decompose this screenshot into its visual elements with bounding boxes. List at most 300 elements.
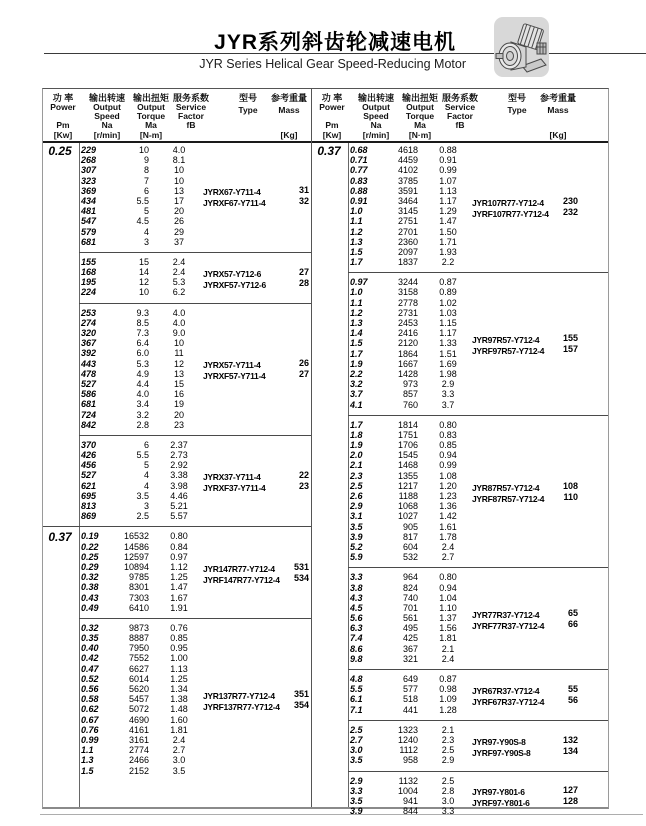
factor-cell: 2.3 (441, 734, 455, 745)
header-label: 型号 (507, 93, 526, 103)
title-divider (44, 53, 646, 54)
speed-cell: 443 (81, 358, 97, 369)
table-row (43, 653, 311, 663)
table-row (43, 216, 311, 226)
table-row (312, 572, 608, 582)
torque-cell: 2731 (397, 307, 418, 318)
torque-cell: 6014 (128, 673, 149, 684)
table-header (43, 89, 311, 141)
torque-cell: 425 (402, 633, 418, 644)
col-header-factor (167, 89, 215, 141)
factor-cell: 1.02 (439, 297, 457, 308)
factor-cell: 2.5 (441, 745, 455, 756)
factor-cell: 0.99 (439, 460, 457, 471)
factor-cell: 3.3 (441, 389, 455, 400)
speed-cell: 1.9 (350, 358, 363, 369)
speed-cell: 1.3 (350, 236, 363, 247)
speed-cell: 268 (81, 155, 97, 166)
table-row (312, 216, 608, 226)
factor-cell: 2.8 (441, 785, 455, 796)
type-row (203, 573, 309, 584)
mass-value: 534 (293, 572, 309, 583)
factor-cell: 3.0 (441, 795, 455, 806)
table-row (312, 145, 608, 155)
torque-cell: 6 (143, 439, 149, 450)
type-value: JYRF97-Y90S-8 (472, 747, 531, 758)
factor-cell: 1.91 (170, 602, 188, 613)
speed-cell: 434 (81, 195, 97, 206)
mass-value: 157 (562, 343, 578, 354)
header-label: [N-m] (139, 130, 163, 140)
table-row (312, 389, 608, 399)
table-row (43, 460, 311, 470)
speed-cell: 2.9 (350, 501, 363, 512)
torque-cell: 3145 (397, 206, 418, 217)
torque-cell: 14 (138, 267, 149, 278)
factor-cell: 4.0 (172, 145, 186, 155)
type-block (203, 358, 309, 380)
type-row (472, 785, 578, 796)
type-value: JYRX57-Y711-4 (203, 360, 261, 371)
table-row (312, 633, 608, 643)
page-title: JYR系列斜齿轮减速电机 (214, 31, 456, 54)
factor-cell: 2.9 (441, 379, 455, 390)
speed-cell: 5.6 (350, 613, 363, 624)
header-label: 型号 (238, 93, 257, 103)
type-row (472, 333, 578, 344)
torque-cell: 8301 (128, 582, 149, 593)
type-value: JYR97-Y90S-8 (472, 736, 526, 747)
factor-cell: 1.13 (170, 663, 188, 674)
factor-cell: 1.10 (439, 602, 457, 613)
speed-cell: 0.88 (350, 185, 368, 196)
speed-cell: 7.4 (350, 633, 363, 644)
speed-cell: 3.8 (350, 582, 363, 593)
torque-cell: 1323 (397, 724, 418, 735)
factor-cell: 1.48 (170, 704, 188, 715)
speed-cell: 3.5 (350, 795, 363, 806)
table-row (312, 511, 608, 521)
torque-cell: 4.4 (136, 378, 149, 389)
factor-cell: 1.08 (439, 470, 457, 481)
torque-cell: 5.3 (136, 358, 149, 369)
factor-cell: 1.69 (439, 358, 457, 369)
torque-cell: 8887 (128, 633, 149, 644)
speed-cell: 4.5 (350, 602, 363, 613)
speed-cell: 0.25 (81, 551, 99, 562)
group-separator (43, 526, 311, 527)
group-separator (348, 272, 608, 273)
factor-cell: 0.76 (170, 622, 188, 633)
type-row (472, 196, 578, 207)
factor-cell: 13 (173, 185, 184, 196)
torque-cell: 532 (402, 552, 418, 563)
group-separator (79, 252, 311, 253)
torque-cell: 5620 (128, 684, 149, 694)
speed-cell: 695 (81, 490, 97, 501)
factor-cell: 1.12 (170, 561, 188, 572)
torque-cell: 9785 (128, 572, 149, 583)
header-label: [r/min] (93, 130, 121, 140)
table-row (43, 227, 311, 237)
torque-cell: 1112 (399, 745, 418, 756)
torque-cell: 2.5 (136, 511, 149, 522)
mass-value: 27 (298, 369, 309, 380)
factor-cell: 1.51 (439, 348, 457, 359)
speed-cell: 2.3 (350, 470, 363, 481)
speed-cell: 1.2 (350, 226, 363, 237)
torque-cell: 15 (138, 256, 149, 267)
table-row (312, 420, 608, 430)
factor-cell: 6.2 (172, 287, 186, 298)
factor-cell: 0.99 (439, 165, 457, 176)
type-block (203, 185, 309, 207)
speed-cell: 7.1 (350, 704, 363, 715)
mass-value: 127 (562, 785, 578, 796)
factor-cell: 1.38 (170, 694, 188, 705)
header-label: 功 率 (321, 93, 343, 103)
table-row (312, 155, 608, 165)
speed-cell: 3.9 (350, 806, 363, 817)
speed-cell: 0.32 (81, 622, 99, 633)
torque-cell: 6.4 (136, 338, 149, 349)
rating-group (43, 255, 311, 301)
table-row (312, 644, 608, 654)
mass-value: 108 (562, 480, 578, 491)
type-value: JYRF87R57-Y712-4 (472, 493, 545, 504)
torque-cell: 10894 (123, 561, 149, 572)
header-label: Pm (325, 120, 339, 130)
torque-cell: 1355 (397, 470, 418, 481)
speed-cell: 1.1 (81, 745, 94, 756)
rating-group (43, 438, 311, 525)
speed-cell: 367 (81, 338, 97, 349)
table-row (43, 379, 311, 389)
torque-cell: 4.0 (136, 389, 149, 400)
factor-cell: 8.1 (172, 155, 186, 166)
type-value: JYRF97-Y801-6 (472, 798, 530, 809)
factor-cell: 17 (173, 195, 184, 206)
table-row (312, 227, 608, 237)
speed-cell: 1.1 (350, 297, 363, 308)
factor-cell: 26 (173, 216, 184, 227)
header-label: Torque (136, 111, 166, 121)
table-row (43, 511, 311, 521)
factor-cell: 1.47 (439, 216, 457, 227)
factor-cell: 5.3 (172, 277, 186, 288)
factor-cell: 4.46 (170, 490, 188, 501)
header-label: Factor (178, 111, 204, 121)
type-row (472, 746, 578, 757)
table-row (312, 450, 608, 460)
table-row (312, 359, 608, 369)
speed-cell: 6.1 (350, 694, 363, 705)
rating-group (43, 306, 311, 433)
header-label: [r/min] (362, 130, 390, 140)
type-value: JYRXF67-Y711-4 (203, 198, 266, 209)
factor-cell: 0.91 (439, 155, 457, 166)
factor-cell: 2.5 (441, 775, 455, 786)
table-row (312, 277, 608, 287)
table-row (43, 531, 311, 541)
torque-cell: 4 (143, 470, 149, 481)
factor-cell: 1.34 (170, 684, 188, 694)
type-row (472, 695, 578, 706)
torque-cell: 8 (143, 165, 149, 176)
torque-cell: 701 (402, 602, 418, 613)
speed-cell: 1.3 (350, 318, 363, 328)
header-label: 服务系数 (172, 93, 209, 103)
header-label: 参考重量 (270, 93, 307, 103)
table-row (312, 186, 608, 196)
type-block (472, 333, 578, 355)
table-row (43, 440, 311, 450)
speed-cell: 5.5 (350, 684, 363, 695)
speed-cell: 586 (81, 389, 97, 400)
speed-cell: 307 (81, 165, 97, 176)
mass-value: 132 (562, 734, 578, 745)
factor-cell: 10 (173, 175, 184, 186)
factor-cell: 1.81 (439, 633, 457, 644)
mass-value: 31 (298, 185, 309, 196)
factor-cell: 1.36 (439, 501, 457, 512)
rating-group (312, 143, 608, 270)
header-label: 输出扭矩 (132, 93, 169, 103)
table-row (312, 674, 608, 684)
factor-cell: 1.61 (439, 521, 457, 532)
factor-cell: 5.57 (170, 511, 188, 522)
torque-cell: 4 (143, 226, 149, 237)
torque-cell: 2360 (397, 236, 418, 247)
factor-cell: 0.85 (170, 633, 188, 644)
torque-cell: 5072 (128, 704, 149, 715)
speed-cell: 229 (81, 145, 97, 155)
table-row (43, 145, 311, 155)
rating-group (43, 621, 311, 779)
factor-cell: 2.9 (441, 755, 455, 766)
factor-cell: 2.1 (441, 643, 455, 654)
speed-cell: 0.32 (81, 572, 99, 583)
header-label: Factor (447, 111, 473, 121)
type-block (472, 735, 578, 757)
factor-cell: 2.7 (172, 745, 186, 756)
factor-cell: 0.85 (439, 440, 457, 451)
torque-cell: 649 (402, 674, 418, 684)
type-block (472, 684, 578, 706)
factor-cell: 0.94 (439, 582, 457, 593)
factor-cell: 0.94 (439, 450, 457, 461)
table-row (312, 257, 608, 267)
type-value: JYR77R37-Y712-4 (472, 609, 540, 620)
type-value: JYR137R77-Y712-4 (203, 690, 275, 701)
torque-cell: 3591 (397, 185, 418, 196)
header-label: Output (406, 102, 434, 112)
mass-value: 23 (298, 481, 309, 492)
speed-cell: 0.38 (81, 582, 99, 593)
factor-cell: 2.4 (441, 541, 455, 552)
speed-cell: 253 (81, 307, 97, 318)
factor-cell: 0.80 (439, 572, 457, 583)
factor-cell: 12 (173, 358, 184, 369)
torque-cell: 5457 (128, 694, 149, 705)
type-value: JYR97-Y801-6 (472, 787, 525, 798)
group-separator (348, 567, 608, 568)
factor-cell: 0.97 (170, 551, 188, 562)
torque-cell: 973 (402, 379, 418, 390)
speed-cell: 8.6 (350, 643, 363, 654)
type-block (203, 689, 309, 711)
table-row (312, 542, 608, 552)
type-block (472, 196, 578, 218)
torque-cell: 1468 (397, 460, 418, 471)
table-row (43, 766, 311, 776)
torque-cell: 577 (402, 684, 418, 695)
speed-cell: 392 (81, 348, 97, 359)
torque-cell: 857 (402, 389, 418, 400)
torque-cell: 844 (402, 806, 418, 817)
factor-cell: 3.0 (172, 755, 186, 766)
torque-cell: 3 (143, 501, 149, 511)
speed-cell: 0.49 (81, 602, 99, 613)
table-row (312, 705, 608, 715)
speed-cell: 0.62 (81, 704, 99, 715)
power-value: 0.37 (317, 144, 341, 158)
table-row (312, 522, 608, 532)
speed-cell: 4.1 (350, 399, 363, 410)
type-value: JYRX67-Y711-4 (203, 187, 261, 198)
table-row (43, 338, 311, 348)
speed-cell: 0.91 (350, 195, 368, 206)
torque-cell: 1545 (397, 450, 418, 461)
header-label: fB (455, 120, 465, 130)
mass-value: 28 (298, 277, 309, 288)
torque-cell: 3.4 (136, 399, 149, 410)
table-row (43, 603, 311, 613)
table-row (43, 735, 311, 745)
speed-cell: 2.5 (350, 480, 363, 491)
header-label: fB (186, 120, 196, 130)
torque-cell: 604 (402, 541, 418, 552)
speed-cell: 1.5 (350, 338, 363, 349)
rating-group (312, 275, 608, 412)
mass-value: 128 (562, 796, 578, 807)
speed-cell: 527 (81, 378, 97, 389)
speed-cell: 3.5 (350, 755, 363, 766)
speed-cell: 3.5 (350, 521, 363, 532)
torque-cell: 8.5 (136, 317, 149, 328)
header-label: 参考重量 (539, 93, 576, 103)
torque-cell: 1004 (397, 785, 418, 796)
header-label: [Kg] (549, 130, 567, 140)
mass-value: 134 (562, 745, 578, 756)
table-row (43, 308, 311, 318)
type-row (203, 470, 309, 481)
table-row (312, 471, 608, 481)
table-row (43, 674, 311, 684)
speed-cell: 2.5 (350, 724, 363, 735)
torque-cell: 3464 (397, 195, 418, 206)
mass-value: 531 (293, 561, 309, 572)
mass-value: 26 (298, 358, 309, 369)
mass-value: 55 (567, 683, 578, 694)
speed-cell: 0.52 (81, 673, 99, 684)
type-row (203, 196, 309, 207)
torque-cell: 2120 (397, 338, 418, 349)
speed-cell: 0.43 (81, 592, 99, 603)
table-row (312, 725, 608, 735)
header-label: 输出转速 (357, 93, 394, 103)
torque-cell: 12 (138, 277, 149, 288)
factor-cell: 2.92 (170, 460, 188, 471)
table-row (312, 247, 608, 257)
speed-cell: 1.0 (350, 206, 363, 217)
header-label: Ma (145, 120, 157, 130)
speed-cell: 481 (81, 206, 97, 217)
speed-cell: 724 (81, 409, 97, 420)
factor-cell: 0.87 (439, 277, 457, 288)
speed-cell: 195 (81, 277, 97, 288)
table-row (312, 501, 608, 511)
torque-cell: 7950 (128, 643, 149, 654)
torque-cell: 964 (402, 572, 418, 583)
torque-cell: 1428 (397, 368, 418, 379)
table-row (43, 328, 311, 338)
table-row (43, 715, 311, 725)
speed-cell: 0.40 (81, 643, 99, 654)
table-row (312, 593, 608, 603)
type-block (203, 267, 309, 289)
torque-cell: 12597 (123, 551, 149, 562)
type-value: JYRF67R37-Y712-4 (472, 696, 545, 707)
factor-cell: 1.71 (439, 236, 457, 247)
speed-cell: 0.68 (350, 145, 368, 155)
torque-cell: 9 (143, 155, 149, 166)
page-subtitle: JYR Series Helical Gear Speed-Reducing Motor (199, 57, 466, 71)
torque-cell: 4.5 (136, 216, 149, 227)
table-row (43, 633, 311, 643)
table-row (312, 460, 608, 470)
factor-cell: 1.78 (439, 531, 457, 542)
factor-cell: 2.4 (441, 653, 455, 664)
speed-cell: 0.35 (81, 633, 99, 644)
table-row (43, 410, 311, 420)
factor-cell: 1.04 (439, 592, 457, 603)
factor-cell: 1.07 (439, 175, 457, 186)
type-block (203, 562, 309, 584)
torque-cell: 6 (143, 185, 149, 196)
torque-cell: 1217 (397, 480, 418, 491)
header-label: Mass (547, 105, 569, 115)
factor-cell: 10 (173, 338, 184, 349)
torque-cell: 321 (402, 653, 418, 664)
group-separator (348, 669, 608, 670)
speed-cell: 1.5 (350, 246, 363, 257)
torque-cell: 6410 (128, 602, 149, 613)
table-row (43, 745, 311, 755)
torque-cell: 1027 (397, 511, 418, 522)
speed-cell: 1.2 (350, 307, 363, 318)
factor-cell: 3.3 (441, 806, 455, 817)
factor-cell: 23 (173, 419, 184, 430)
header-label: 输出转速 (88, 93, 125, 103)
torque-cell: 518 (402, 694, 418, 705)
factor-cell: 3.5 (172, 765, 186, 776)
table-row (43, 664, 311, 674)
factor-cell: 1.25 (170, 572, 188, 583)
torque-cell: 2097 (397, 246, 418, 257)
type-block (472, 608, 578, 630)
speed-cell: 3.0 (350, 745, 363, 756)
